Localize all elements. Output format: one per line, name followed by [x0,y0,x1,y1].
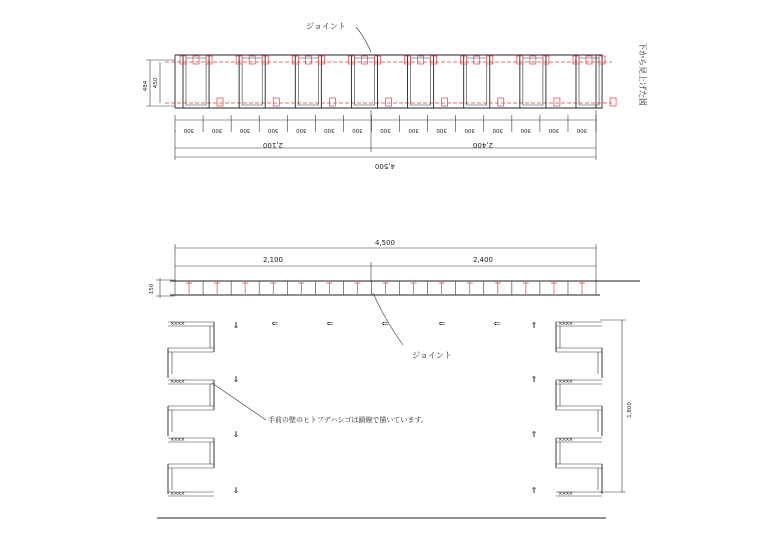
joint-x: × [177,379,182,385]
dim-total-label: 4,500 [374,162,396,170]
joint-marker [554,98,560,106]
arrow-down: ⇓ [232,321,240,330]
joint-x: × [170,491,175,497]
unit-dim-label: 300 [436,127,447,133]
board-segments [175,281,596,295]
joint-leader-top [356,27,371,52]
joint-x: × [170,437,175,443]
joint-x: × [558,321,563,327]
unit-dim-label: 300 [576,127,588,133]
ladder-frame [351,55,377,108]
joint-x: × [565,379,570,385]
joint-x: × [177,491,182,497]
unit-dim-label: 300 [267,127,279,133]
joint-x: × [177,437,182,443]
unit-dim-label: 300 [183,127,195,133]
front-dim-right-label: 2,400 [472,256,494,264]
arrow-up: ⇑ [530,486,538,495]
joint-x: × [180,491,186,497]
top-view [143,22,648,170]
joint-x: × [568,321,574,327]
joint-x: × [561,321,567,327]
arrow-down: ⇓ [232,430,240,439]
unit-dim-label: 300 [239,127,251,133]
dim-150-label: 150 [149,283,155,295]
joint-marker [305,56,311,64]
note-text: 手前の壁のヒトフデハシゴは鎖線で描いています。 [268,416,428,424]
joint-marker [217,98,223,106]
ladder-frame-inner [298,58,318,105]
joint-x: × [177,321,182,327]
arrow-down: ⇓ [232,375,240,384]
joint-marker [442,98,448,106]
unit-dimensions [175,115,596,133]
joint-marker [530,56,536,64]
joint-marker [610,98,616,106]
ladder-frame-inner [523,58,543,105]
joint-x: × [558,491,563,497]
note-leader [212,383,266,420]
joint-x: × [568,491,574,497]
joint-x: × [173,379,179,385]
arrow-left: ⇐ [381,319,389,328]
unit-dim-label: 300 [408,127,419,133]
unit-dim-label: 300 [352,127,363,133]
arrow-left: ⇐ [326,319,334,328]
unit-dim-label: 300 [464,127,475,133]
joint-x: × [565,437,570,443]
dim-484-label: 484 [143,80,149,92]
joint-x: × [173,437,179,443]
unit-dim-label: 300 [492,127,504,133]
zigzag-rung [168,406,214,410]
arrow-up: ⇑ [530,321,538,330]
joint-x: × [558,379,563,385]
joint-x: × [180,321,186,327]
zigzag-rung [556,406,602,410]
unit-dim-label: 300 [296,127,307,133]
joint-marker [474,56,480,64]
joint-x: × [561,491,567,497]
zigzag-rung [556,464,602,468]
unit-dim-label: 300 [324,127,335,133]
joint-label-top: ジョイント [306,22,346,31]
dim-height-label: 1,800 [627,402,633,418]
arrow-left: ⇐ [438,319,446,328]
joint-x: × [180,379,186,385]
zigzag-rung [168,348,214,352]
arrow-up: ⇑ [530,430,538,439]
ladder-frame [520,55,546,108]
arrow-left: ⇐ [493,319,501,328]
ladder-frame-inner [186,58,206,105]
dim-left-label: 2,100 [262,141,284,149]
dim-right-label: 2,400 [472,141,494,149]
unit-dim-label: 300 [380,127,391,133]
ladder-rungs-top-view [175,55,616,108]
joint-x: × [173,321,179,327]
joint-marker [418,56,424,64]
view-from-below-label: 下から見上げた図 [638,42,647,106]
ladder-frame [408,55,434,108]
ladder-frame [576,55,602,108]
joint-marker [329,98,335,106]
front-dim-total-label: 4,500 [374,239,396,247]
ladder-frame [464,55,490,108]
joint-x: × [170,321,175,327]
joint-marker [385,98,391,106]
joint-marker [249,56,255,64]
ladder-frame-inner [411,58,431,105]
unit-dim-label: 300 [520,127,532,133]
joint-marker [273,98,279,106]
dim-450-label: 450 [153,77,159,89]
joint-x: × [173,491,179,497]
arrow-up: ⇑ [530,375,538,384]
arrow-left: ⇐ [271,319,279,328]
front-view [149,239,640,518]
ladder-frame-inner [354,58,374,105]
front-dim-left-label: 2,100 [262,256,284,264]
joint-x: × [565,321,570,327]
zigzag-rung [168,464,214,468]
joint-x: × [561,379,567,385]
joint-label-front: ジョイント [412,351,452,360]
ladder-frame-inner [242,58,262,105]
joint-marker [586,56,592,64]
ladder-frame-inner [467,58,487,105]
joint-x: × [568,437,574,443]
joint-marker [498,98,504,106]
joint-marker [361,56,367,64]
right-zigzag-ladder [556,321,602,497]
joint-x: × [170,379,175,385]
arrow-down: ⇓ [232,486,240,495]
joint-x: × [568,379,574,385]
joint-x: × [561,437,567,443]
unit-dim-label: 300 [548,127,560,133]
joint-marker [193,56,199,64]
ladder-frame [183,55,209,108]
ladder-frame [295,55,321,108]
ladder-frame [239,55,265,108]
joint-x: × [180,437,186,443]
unit-dim-label: 300 [211,127,223,133]
joint-x: × [558,437,563,443]
zigzag-rung [556,348,602,352]
left-zigzag-ladder [168,321,214,497]
joint-x: × [565,491,570,497]
